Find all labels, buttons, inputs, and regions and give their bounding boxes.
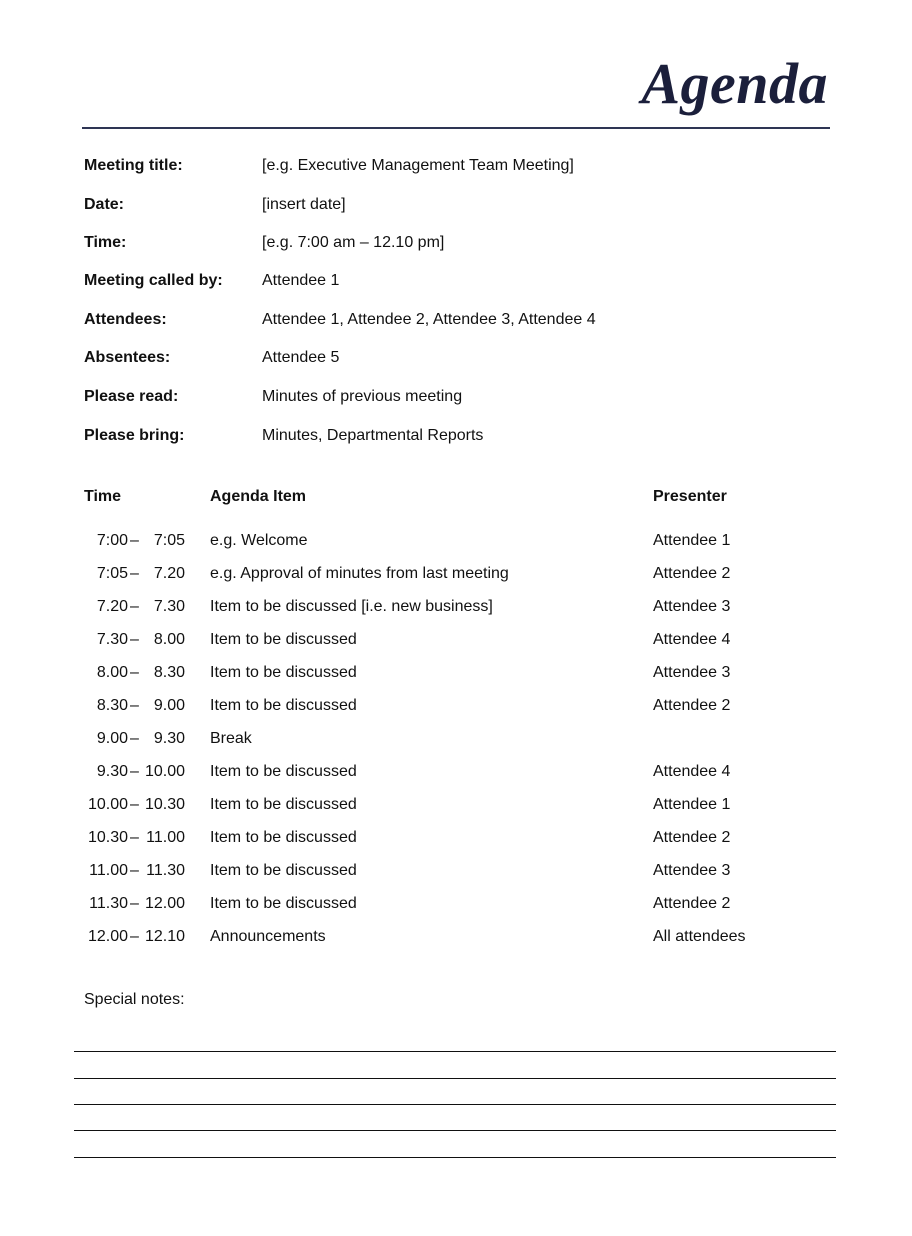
time-dash: – (130, 895, 139, 912)
meta-row-please-read (84, 382, 804, 412)
agenda-row (84, 592, 804, 622)
agenda-row (84, 625, 804, 655)
time-start: 9.30 (96, 763, 128, 780)
time-start: 7.20 (96, 598, 128, 615)
meta-label: Date: (84, 196, 125, 213)
time-end: 7.20 (153, 565, 185, 582)
time-dash: – (130, 796, 139, 813)
meta-label: Meeting title: (84, 157, 183, 174)
meta-value: Minutes, Departmental Reports (262, 427, 484, 444)
note-line (74, 1157, 836, 1158)
agenda-item: Item to be discussed (210, 829, 357, 846)
time-end: 8.30 (153, 664, 185, 681)
meta-value: Minutes of previous meeting (262, 388, 463, 405)
note-line (74, 1130, 836, 1131)
agenda-item: Item to be discussed (210, 796, 357, 813)
meta-value: Attendee 5 (262, 349, 340, 366)
agenda-row (84, 757, 804, 787)
presenter: All attendees (653, 928, 746, 945)
agenda-row (84, 691, 804, 721)
time-start: 12.00 (87, 928, 128, 945)
presenter: Attendee 1 (653, 796, 731, 813)
time-end: 8.00 (153, 631, 185, 648)
time-dash: – (130, 565, 139, 582)
agenda-item: Item to be discussed (210, 697, 357, 714)
agenda-row (84, 856, 804, 886)
time-end: 7.30 (153, 598, 185, 615)
agenda-row (84, 922, 804, 952)
time-end: 7:05 (153, 532, 185, 549)
time-end: 10.30 (144, 796, 185, 813)
time-start: 8.00 (96, 664, 128, 681)
note-line (74, 1078, 836, 1079)
meta-label: Absentees: (84, 349, 171, 366)
time-dash: – (130, 829, 139, 846)
time-start: 7.30 (96, 631, 128, 648)
time-dash: – (130, 730, 139, 747)
time-dash: – (130, 631, 139, 648)
agenda-row (84, 823, 804, 853)
presenter: Attendee 2 (653, 895, 731, 912)
meta-label: Please bring: (84, 427, 185, 444)
agenda-title: Agenda (641, 51, 828, 116)
agenda-row (84, 790, 804, 820)
agenda-item: Item to be discussed (210, 862, 357, 879)
time-start: 11.00 (89, 862, 128, 879)
agenda-item: e.g. Approval of minutes from last meeting (210, 565, 509, 582)
meta-row-time (84, 228, 804, 258)
time-end: 12.10 (144, 928, 185, 945)
agenda-item: Item to be discussed (210, 664, 357, 681)
agenda-item: Item to be discussed [i.e. new business] (210, 598, 493, 615)
meta-value: [insert date] (262, 196, 346, 213)
time-dash: – (130, 598, 139, 615)
presenter: Attendee 3 (653, 862, 731, 879)
presenter: Attendee 3 (653, 664, 731, 681)
agenda-item: Item to be discussed (210, 631, 357, 648)
meta-value: Attendee 1, Attendee 2, Attendee 3, Attendee 4 (262, 311, 596, 328)
agenda-row (84, 658, 804, 688)
meta-label: Attendees: (84, 311, 167, 328)
presenter: Attendee 3 (653, 598, 731, 615)
header-time: Time (84, 488, 122, 505)
time-end: 12.00 (144, 895, 185, 912)
note-line (74, 1104, 836, 1105)
agenda-item: Break (210, 730, 252, 747)
special-notes-label: Special notes: (84, 991, 185, 1008)
meta-row-date (84, 190, 804, 220)
time-start: 8.30 (96, 697, 128, 714)
presenter: Attendee 2 (653, 565, 731, 582)
meta-row-absentees (84, 343, 804, 373)
time-dash: – (130, 862, 139, 879)
presenter: Attendee 1 (653, 532, 731, 549)
time-end: 11.30 (146, 862, 185, 879)
meta-label: Please read: (84, 388, 179, 405)
time-start: 7:00 (96, 532, 128, 549)
meta-label: Time: (84, 234, 127, 251)
meta-row-called-by (84, 266, 804, 296)
meta-value: Attendee 1 (262, 272, 340, 289)
agenda-row (84, 559, 804, 589)
agenda-item: e.g. Welcome (210, 532, 308, 549)
time-end: 9.30 (153, 730, 185, 747)
title-divider (82, 127, 830, 129)
agenda-row (84, 526, 804, 556)
time-start: 7:05 (96, 565, 128, 582)
time-dash: – (130, 532, 139, 549)
time-end: 9.00 (153, 697, 185, 714)
note-line (74, 1051, 836, 1052)
meta-value: [e.g. 7:00 am – 12.10 pm] (262, 234, 445, 251)
time-dash: – (130, 697, 139, 714)
time-start: 10.00 (87, 796, 128, 813)
time-end: 10.00 (144, 763, 185, 780)
agenda-item: Item to be discussed (210, 895, 357, 912)
time-start: 9.00 (96, 730, 128, 747)
presenter: Attendee 4 (653, 763, 731, 780)
agenda-row (84, 724, 804, 754)
presenter: Attendee 2 (653, 697, 731, 714)
meta-row-attendees (84, 305, 804, 335)
agenda-item: Item to be discussed (210, 763, 357, 780)
time-start: 11.30 (89, 895, 128, 912)
header-presenter: Presenter (653, 488, 727, 505)
agenda-row (84, 889, 804, 919)
meta-row-please-bring (84, 421, 804, 451)
time-dash: – (130, 664, 139, 681)
presenter: Attendee 4 (653, 631, 731, 648)
agenda-header-row (84, 482, 804, 512)
presenter: Attendee 2 (653, 829, 731, 846)
time-start: 10.30 (87, 829, 128, 846)
meta-row-meeting-title (84, 151, 804, 181)
meta-value: [e.g. Executive Management Team Meeting] (262, 157, 574, 174)
time-dash: – (130, 928, 139, 945)
time-dash: – (130, 763, 139, 780)
meta-label: Meeting called by: (84, 272, 223, 289)
header-agenda-item: Agenda Item (210, 488, 307, 505)
agenda-item: Announcements (210, 928, 326, 945)
time-end: 11.00 (146, 829, 185, 846)
